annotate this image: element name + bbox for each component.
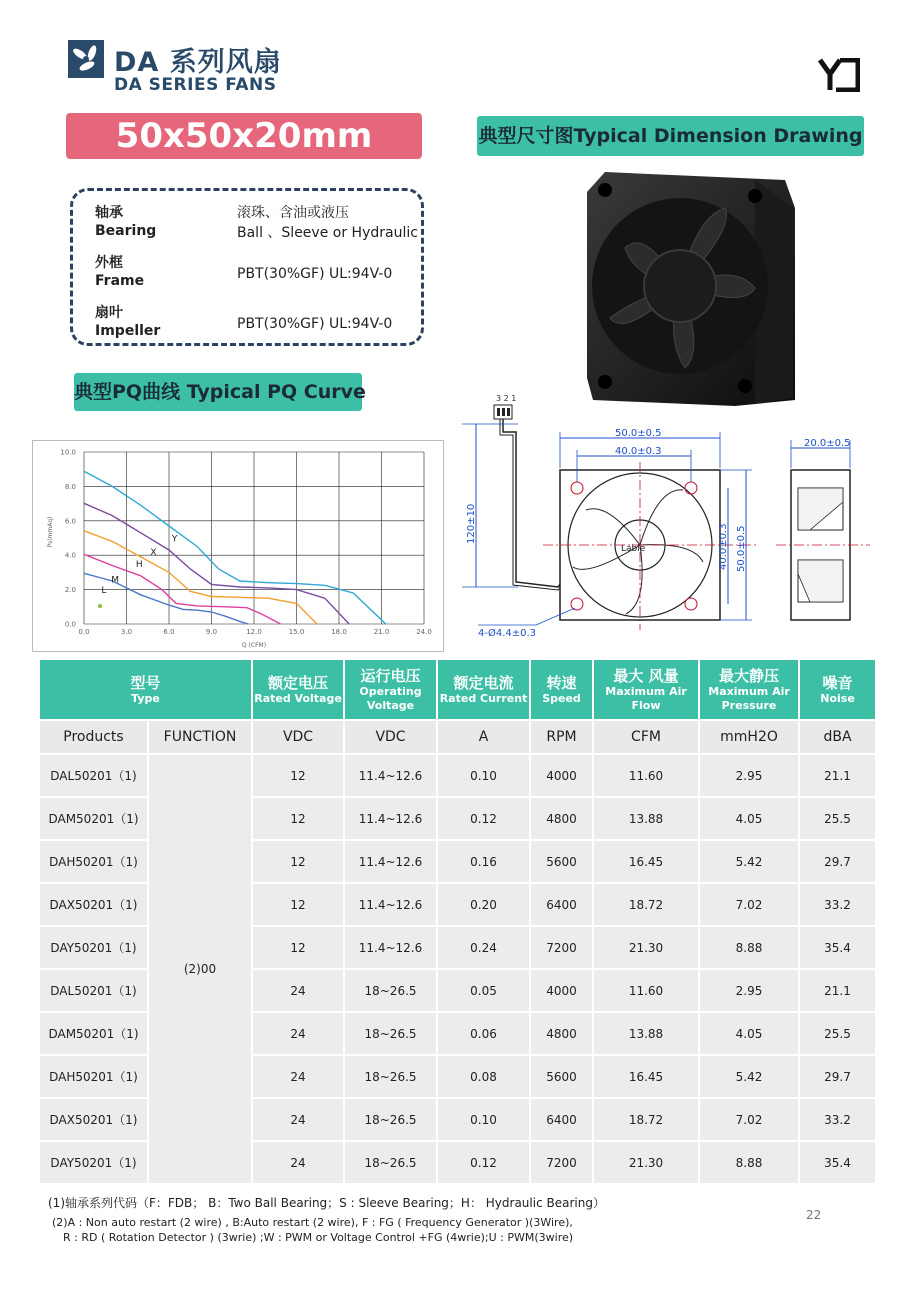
- table-cell: 2.95: [699, 754, 799, 797]
- chart-x-tick-label: 0.0: [78, 628, 90, 636]
- table-cell: 11.4~12.6: [344, 797, 437, 840]
- table-cell: 8.88: [699, 1141, 799, 1184]
- chart-curve-label-x: X: [150, 548, 157, 559]
- table-unit-row: [40, 720, 876, 754]
- table-cell: 18~26.5: [344, 1098, 437, 1141]
- chart-x-tick-label: 21.0: [373, 628, 390, 636]
- table-cell: 6400: [530, 883, 593, 926]
- table-cell: 24: [252, 969, 344, 1012]
- table-cell: 5.42: [699, 840, 799, 883]
- header-air-pressure: [699, 660, 799, 720]
- spec-bearing: [95, 204, 156, 240]
- table-cell: DAX50201（1): [40, 1098, 148, 1141]
- header-label-cn: 额定电流: [453, 673, 514, 692]
- table-cell: 12: [252, 797, 344, 840]
- unit-cell: mmH2O: [699, 720, 799, 754]
- table-cell: 11.4~12.6: [344, 840, 437, 883]
- table-cell: 7.02: [699, 1098, 799, 1141]
- dim-height-hole: 40.0±0.3: [718, 523, 729, 570]
- chart-x-axis-label: Q (CFM): [241, 642, 267, 649]
- table-cell: 24: [252, 1055, 344, 1098]
- table-cell: 4.05: [699, 1012, 799, 1055]
- dimension-drawing-title: 典型尺寸图Typical Dimension Drawing: [477, 116, 864, 156]
- table-cell: 0.10: [437, 754, 530, 797]
- table-cell: 8.88: [699, 926, 799, 969]
- table-cell: 4000: [530, 754, 593, 797]
- chart-x-tick-label: 3.0: [120, 628, 133, 636]
- table-cell: 11.4~12.6: [344, 754, 437, 797]
- brand-name-en: DA SERIES FANS: [114, 75, 277, 95]
- page-number: 22: [806, 1208, 822, 1222]
- fan-label-text: Lable: [621, 544, 646, 554]
- table-cell: DAH50201（1): [40, 1055, 148, 1098]
- table-cell: 18~26.5: [344, 1141, 437, 1184]
- table-cell: 5600: [530, 840, 593, 883]
- table-cell: 11.4~12.6: [344, 883, 437, 926]
- pq-curve-title: 典型PQ曲线 Typical PQ Curve: [74, 373, 362, 411]
- fan-product-photo: [585, 168, 797, 410]
- table-cell: 0.24: [437, 926, 530, 969]
- spec-label-cn: 轴承: [95, 205, 123, 221]
- table-cell: 18~26.5: [344, 1055, 437, 1098]
- header-label-en: Maximum Air Pressure: [708, 684, 790, 712]
- unit-cell: Products: [40, 720, 148, 754]
- header-label-cn: 额定电压: [268, 673, 329, 692]
- footnote-function-codes: (2)A : Non auto restart (2 wire) , B:Auto restart (2 wire), F : FG ( Frequency Generator )(3Wire),: [52, 1216, 573, 1229]
- spec-box: [70, 188, 424, 346]
- brand-logo-icon: [68, 40, 104, 78]
- table-cell: 16.45: [593, 840, 699, 883]
- table-cell: 18~26.5: [344, 969, 437, 1012]
- table-cell: 11.60: [593, 969, 699, 1012]
- footnote-bearing-codes: (1)轴承系列代码（F：FDB； B：Two Ball Bearing；S : Sleeve Bearing；H： Hydraulic Bearing）: [48, 1196, 605, 1210]
- table-cell: 2.95: [699, 969, 799, 1012]
- table-cell: 0.20: [437, 883, 530, 926]
- table-cell: 21.30: [593, 926, 699, 969]
- chart-x-tick-label: 6.0: [163, 628, 175, 636]
- unit-cell: FUNCTION: [148, 720, 252, 754]
- table-cell: 7200: [530, 1141, 593, 1184]
- table-cell: DAX50201（1): [40, 883, 148, 926]
- unit-cell: RPM: [530, 720, 593, 754]
- header-label-en: Rated Voltage: [254, 691, 342, 705]
- header-air-flow: [593, 660, 699, 720]
- header-label-en: Maximum Air Flow: [605, 684, 687, 712]
- size-title: 50x50x20mm: [66, 113, 422, 159]
- dim-hole-note: 4-Ø4.4±0.3: [478, 628, 537, 639]
- table-cell: DAM50201（1): [40, 797, 148, 840]
- table-cell: 35.4: [799, 1141, 876, 1184]
- header-rated-voltage: [252, 660, 344, 720]
- chart-curve-label-l: L: [101, 586, 107, 597]
- table-header-row: [40, 660, 876, 720]
- header-label-en: Rated Current: [439, 691, 528, 705]
- connector-pin-label: 3 2 1: [496, 394, 517, 403]
- dim-height: 50.0±0.5: [736, 525, 747, 572]
- chart-x-tick-label: 15.0: [288, 628, 305, 636]
- table-row: [40, 754, 876, 797]
- spec-label-en: Frame: [95, 273, 145, 289]
- table-cell: 0.16: [437, 840, 530, 883]
- header-speed: [530, 660, 593, 720]
- table-cell: 4000: [530, 969, 593, 1012]
- table-cell: 18.72: [593, 883, 699, 926]
- unit-cell: CFM: [593, 720, 699, 754]
- table-cell: 11.60: [593, 754, 699, 797]
- table-cell: 0.10: [437, 1098, 530, 1141]
- table-cell: 25.5: [799, 797, 876, 840]
- chart-x-tick-label: 24.0: [416, 628, 432, 636]
- table-cell: 21.30: [593, 1141, 699, 1184]
- unit-cell: dBA: [799, 720, 876, 754]
- footnote-function-codes-cont: R : RD ( Rotation Detector ) (3wrie) ;W : PWM or Voltage Control +FG (4wrie);U : PWM(3wire): [63, 1231, 574, 1244]
- table-cell: 35.4: [799, 926, 876, 969]
- table-cell: 5600: [530, 1055, 593, 1098]
- table-cell: 21.1: [799, 969, 876, 1012]
- chart-y-tick-label: 8.0: [64, 482, 76, 491]
- table-cell: DAH50201（1): [40, 840, 148, 883]
- spec-value: PBT(30%GF) UL:94V-0: [237, 316, 393, 332]
- table-cell: 24: [252, 1098, 344, 1141]
- spec-value: PBT(30%GF) UL:94V-0: [237, 266, 393, 282]
- spec-value-en: Ball 、Sleeve or Hydraulic: [237, 225, 418, 241]
- header-rated-current: [437, 660, 530, 720]
- table-cell: 0.12: [437, 797, 530, 840]
- header-label-cn: 噪音: [822, 673, 853, 692]
- table-cell: 33.2: [799, 883, 876, 926]
- chart-y-tick-label: 4.0: [64, 551, 76, 560]
- table-cell: 24: [252, 1012, 344, 1055]
- table-cell: 0.12: [437, 1141, 530, 1184]
- table-cell: DAL50201（1): [40, 969, 148, 1012]
- table-cell: 13.88: [593, 1012, 699, 1055]
- corner-logo-icon: [818, 58, 860, 92]
- table-cell: 12: [252, 883, 344, 926]
- chart-y-tick-label: 0.0: [64, 620, 76, 629]
- chart-x-tick-label: 12.0: [246, 628, 262, 636]
- pq-curve-chart: [32, 440, 444, 652]
- header-label-cn: 最大静压: [719, 666, 780, 685]
- header-label-cn: 转速: [546, 673, 577, 692]
- table-cell: DAY50201（1): [40, 926, 148, 969]
- table-cell: 29.7: [799, 1055, 876, 1098]
- brand-name-cn: DA 系列风扇: [114, 47, 282, 78]
- spec-label-en: Impeller: [95, 323, 161, 339]
- table-cell: DAL50201（1): [40, 754, 148, 797]
- chart-curve-label-y: Y: [171, 534, 178, 545]
- chart-marker-dot: [98, 604, 102, 608]
- table-cell: 21.1: [799, 754, 876, 797]
- table-cell: 16.45: [593, 1055, 699, 1098]
- table-cell: 29.7: [799, 840, 876, 883]
- table-cell: 4.05: [699, 797, 799, 840]
- header-label-cn: 最大 风量: [613, 666, 679, 685]
- table-cell: 5.42: [699, 1055, 799, 1098]
- table-cell: 12: [252, 754, 344, 797]
- table-cell: 25.5: [799, 1012, 876, 1055]
- table-cell: 18.72: [593, 1098, 699, 1141]
- spec-label-en: Bearing: [95, 223, 157, 239]
- chart-y-axis-label: Ps(mmAq): [47, 516, 54, 548]
- table-cell: 4800: [530, 797, 593, 840]
- header-label-en: Type: [131, 691, 160, 705]
- table-cell: 0.05: [437, 969, 530, 1012]
- spec-label-cn: 外框: [95, 255, 123, 271]
- dim-depth: 20.0±0.5: [804, 438, 851, 449]
- table-cell: 7.02: [699, 883, 799, 926]
- header-label-en: Operating Voltage: [359, 684, 422, 712]
- spec-impeller: [95, 304, 160, 340]
- chart-y-tick-label: 2.0: [64, 586, 76, 595]
- chart-y-tick-label: 6.0: [64, 517, 76, 526]
- spec-value-cn: 滚珠、含油或液压: [237, 205, 349, 221]
- chart-curve-label-m: M: [111, 575, 120, 586]
- table-cell: 18~26.5: [344, 1012, 437, 1055]
- table-cell: 0.06: [437, 1012, 530, 1055]
- table-cell: 12: [252, 926, 344, 969]
- header-noise: [799, 660, 876, 720]
- table-cell: 4800: [530, 1012, 593, 1055]
- unit-cell: VDC: [252, 720, 344, 754]
- chart-curve-label-h: H: [135, 560, 143, 571]
- table-cell: 33.2: [799, 1098, 876, 1141]
- header-label-en: Speed: [542, 691, 581, 705]
- spec-label-cn: 扇叶: [95, 305, 123, 321]
- chart-x-tick-label: 9.0: [205, 628, 218, 636]
- table-cell: DAM50201（1): [40, 1012, 148, 1055]
- table-cell: 13.88: [593, 797, 699, 840]
- table-cell: 24: [252, 1141, 344, 1184]
- header-label-cn: 型号: [130, 673, 161, 692]
- header-label-cn: 运行电压: [360, 666, 421, 685]
- specification-table: [40, 660, 877, 1185]
- chart-x-tick-label: 18.0: [331, 628, 347, 636]
- table-cell: 6400: [530, 1098, 593, 1141]
- header-operating-voltage: [344, 660, 437, 720]
- table-cell: 11.4~12.6: [344, 926, 437, 969]
- function-cell: (2)00: [148, 754, 252, 1184]
- dim-hole-spacing: 40.0±0.3: [615, 446, 662, 457]
- unit-cell: A: [437, 720, 530, 754]
- header-type: [40, 660, 252, 720]
- dim-width: 50.0±0.5: [615, 428, 662, 439]
- spec-frame: [95, 254, 144, 290]
- table-cell: DAY50201（1): [40, 1141, 148, 1184]
- header-label-en: Noise: [820, 691, 855, 705]
- dimension-drawing: [458, 392, 878, 644]
- dim-lead-length: 120±10: [466, 503, 477, 544]
- table-cell: 12: [252, 840, 344, 883]
- chart-y-tick-label: 10.0: [60, 448, 76, 457]
- unit-cell: VDC: [344, 720, 437, 754]
- table-cell: 0.08: [437, 1055, 530, 1098]
- table-cell: 7200: [530, 926, 593, 969]
